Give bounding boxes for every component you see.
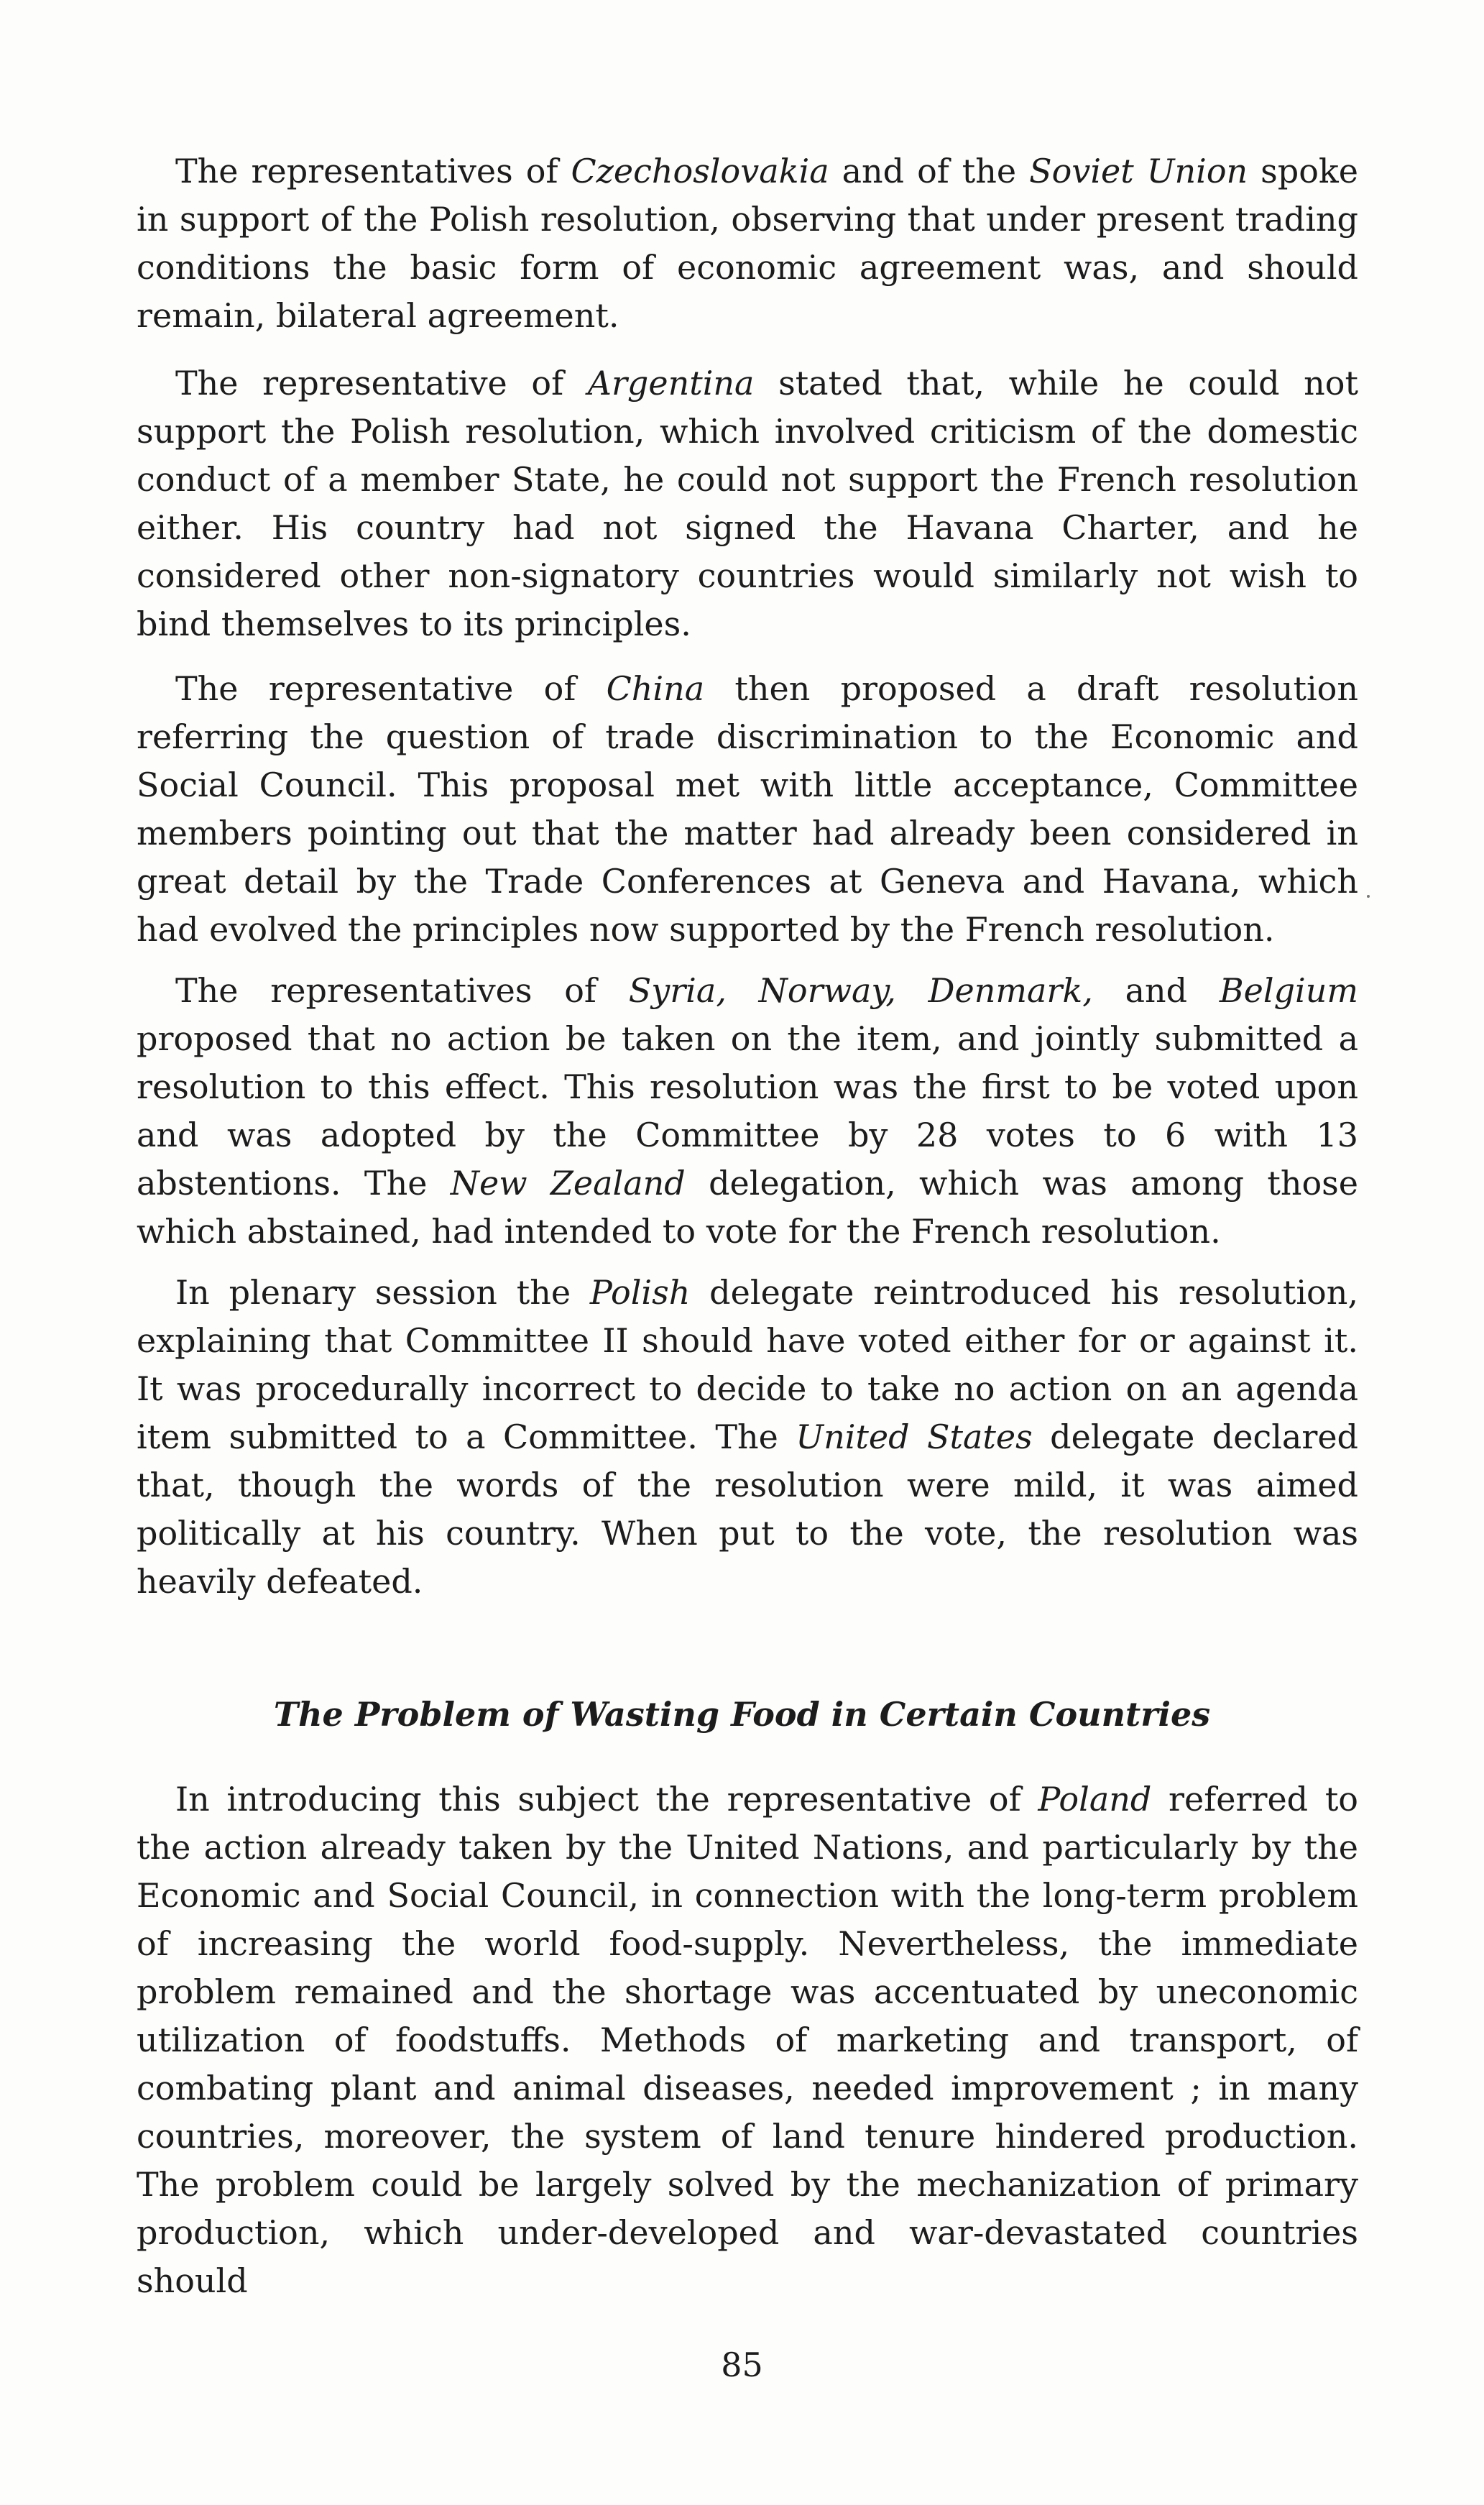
paragraph-argentina (137, 359, 1358, 648)
text-run: and (1092, 971, 1220, 1010)
text-run: The representatives of (175, 152, 571, 190)
text-run: delegate declared that, though the words of the resolution were mild, it was aimed politically at his country. When put to the vote, the resolution was heavily defeated. (137, 1417, 1359, 1601)
italic-name: Argentina (587, 364, 755, 403)
italic-name: China (606, 669, 705, 708)
text-run: stated that, while he could not support the Polish resolution, which involved criticism of the domestic conduct of a member State, he could not support the French resolution either. His country had not signed the Havana Charter, and he considered other non-signatory countries would similarly not wish to bind themselves to its principles. (137, 364, 1358, 643)
paragraph-no-action-proposal (137, 967, 1358, 1256)
page-number: 85 (721, 2345, 763, 2384)
paragraph-china (137, 665, 1358, 954)
italic-name: Soviet Union (1029, 152, 1248, 190)
paragraph-poland-food (137, 1775, 1358, 2305)
section-heading: The Problem of Wasting Food in Certain Countries (273, 1695, 1211, 1734)
text-run: proposed that no action be taken on the item, and jointly submitted a resolution to this effect. This resolution was the first to be voted upon and was adopted by the Committee by 28 votes to 6 with 13 abstentions. The (137, 1019, 1358, 1203)
text-run: The representative of (175, 669, 607, 708)
italic-name: Poland (1038, 1780, 1152, 1819)
italic-name: New Zealand (450, 1164, 686, 1203)
text-run: delegate reintroduced his resolution, explaining that Committee II should have voted either for or against it. It was procedurally incorrect to decide to take no action on an agenda item submitted to a Committee. The (137, 1273, 1358, 1456)
paragraph-plenary-session (137, 1269, 1358, 1606)
italic-name: Polish (589, 1273, 691, 1312)
text-run: In plenary session the (175, 1273, 590, 1312)
text-run: The representative of (175, 364, 588, 403)
italic-name: Syria, Norway, Denmark, (628, 971, 1093, 1010)
text-run: spoke in support of the Polish resolution, observing that under present trading conditions the basic form of economic agreement was, and should remain, bilateral agreement. (137, 152, 1358, 335)
text-run: referred to the action already taken by the United Nations, and particularly by the Economic and Social Council, in connection with the long-term problem of increasing the world food-supply. Nevertheless, the immediate problem remained and the shortage was accentuated by uneconomic utilization of foodstuffs. Methods of marketing and transport, of combating plant and animal diseases, needed improvement ; in many countries, moreover, the system of land tenure hindered production. The problem could be largely solved by the mechanization of primary production, which under-developed and war-devastated countries should (137, 1780, 1359, 2300)
text-run: delegation, which was among those which abstained, had intended to vote for the French resolution. (137, 1164, 1358, 1251)
text-run: then proposed a draft resolution referring the question of trade discrimination to the Economic and Social Council. This proposal met with little acceptance, Committee members pointing out that the matter had already been considered in great detail by the Trade Conferences at Geneva and Havana, which had evolved the principles now supported by the French resolution. (137, 669, 1359, 949)
paragraph-czechoslovakia-soviet (137, 147, 1358, 340)
text-run: and of the (829, 152, 1030, 190)
italic-name: Belgium (1219, 971, 1358, 1010)
italic-name: United States (796, 1417, 1033, 1456)
text-run: The representatives of (175, 971, 629, 1010)
italic-name: Czechoslovakia (571, 152, 829, 190)
text-run: In introducing this subject the representative of (175, 1780, 1038, 1819)
speck (1367, 895, 1370, 898)
